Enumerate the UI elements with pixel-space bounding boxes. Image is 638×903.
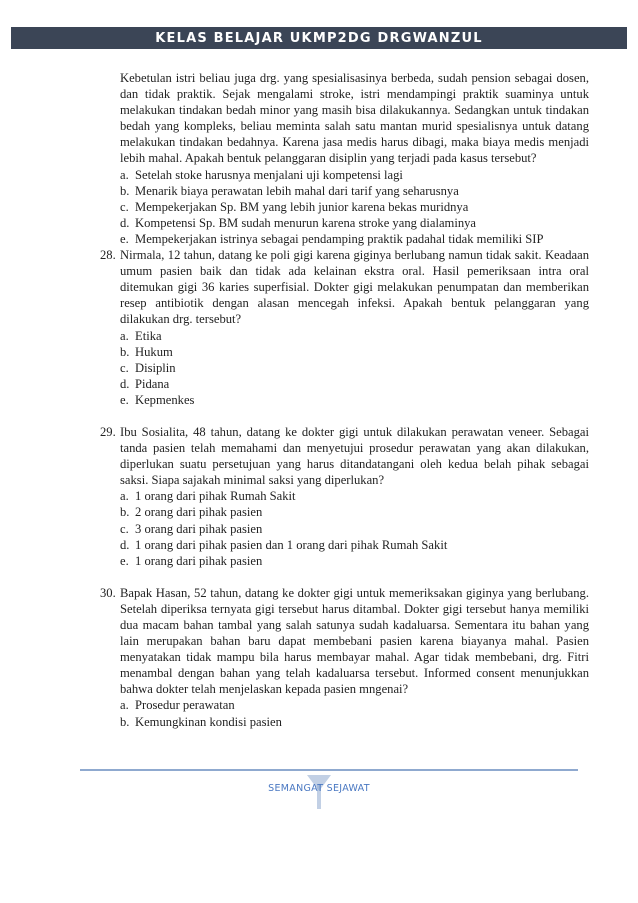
option-letter: e. bbox=[120, 392, 129, 407]
intro-options bbox=[120, 167, 589, 247]
question-28 bbox=[100, 247, 589, 327]
header-title: KELAS BELAJAR UKMP2DG DRGWANZUL bbox=[155, 30, 483, 46]
question-text: Bapak Hasan, 52 tahun, datang ke dokter gigi untuk memeriksakan giginya yang berlubang. Setelah diperiksa ternyata gigi tersebut harus ditambal. Dokter gigi tersebut hanya memiliki dua macam bahan tambal yang salah satunya sudah kadaluarsa. Sementara itu bahan yang lain merupakan bahan baru dapat membebani pasien karena biayanya mahal. Pasien menyatakan tidak mampu bila harus membayar mahal. Agar tidak membebani, drg. Fitri menambal dengan bahan yang telah kadaluarsa tersebut. Informed consent menunjukkan bahwa dokter telah menjelaskan kepada pasien mngenai? bbox=[120, 585, 589, 697]
footer-text: SEMANGAT SEJAWAT bbox=[268, 783, 370, 794]
option-text: Mempekerjakan istrinya sebagai pendamping praktik padahal tidak memiliki SIP bbox=[135, 231, 544, 246]
question-30 bbox=[100, 585, 589, 698]
option-item bbox=[120, 376, 589, 392]
header-bar bbox=[11, 27, 627, 49]
option-letter: b. bbox=[120, 183, 130, 198]
option-text: Kepmenkes bbox=[135, 392, 195, 407]
option-letter: d. bbox=[120, 215, 130, 230]
option-item bbox=[120, 521, 589, 537]
option-item bbox=[120, 360, 589, 376]
option-item bbox=[120, 183, 589, 199]
spacer bbox=[100, 408, 589, 424]
option-text: Mempekerjakan Sp. BM yang lebih junior karena bekas muridnya bbox=[135, 199, 469, 214]
question-number: 30. bbox=[100, 585, 116, 600]
option-item bbox=[120, 714, 589, 730]
question-number: 28. bbox=[100, 248, 116, 263]
option-text: Disiplin bbox=[135, 360, 176, 375]
question-number: 29. bbox=[100, 424, 116, 439]
option-item bbox=[120, 344, 589, 360]
option-text: Etika bbox=[135, 328, 162, 343]
option-text: Kompetensi Sp. BM sudah menurun karena stroke yang dialaminya bbox=[135, 215, 477, 230]
question-text: Nirmala, 12 tahun, datang ke poli gigi karena giginya berlubang namun tidak sakit. Keadaan umum pasien baik dan tidak ada kelainan ekstra oral. Hasil pemeriksaan intra oral ditemukan gigi 36 karies superfisial. Dokter gigi melakukan penumpatan dan memberikan resep antibiotik dengan alasan mencegah infeksi. Apakah bentuk pelanggaran yang dilakukan drg. tersebut? bbox=[120, 248, 589, 327]
option-letter: b. bbox=[120, 344, 130, 359]
question-30-options bbox=[120, 697, 589, 729]
option-letter: c. bbox=[120, 521, 129, 536]
option-letter: e. bbox=[120, 553, 129, 568]
option-item bbox=[120, 392, 589, 408]
option-item bbox=[120, 697, 589, 713]
option-text: 3 orang dari pihak pasien bbox=[135, 521, 263, 536]
option-text: Pidana bbox=[135, 376, 170, 391]
option-letter: c. bbox=[120, 199, 129, 214]
option-item bbox=[120, 504, 589, 520]
option-text: Menarik biaya perawatan lebih mahal dari tarif yang seharusnya bbox=[135, 183, 459, 198]
question-28-options bbox=[120, 328, 589, 408]
option-text: Hukum bbox=[135, 344, 173, 359]
option-letter: e. bbox=[120, 231, 129, 246]
option-text: 1 orang dari pihak pasien bbox=[135, 553, 263, 568]
question-29-options bbox=[120, 488, 589, 568]
option-letter: a. bbox=[120, 698, 129, 713]
option-item bbox=[120, 553, 589, 569]
spacer bbox=[100, 569, 589, 585]
option-item bbox=[120, 537, 589, 553]
option-letter: d. bbox=[120, 376, 130, 391]
intro-text: Kebetulan istri beliau juga drg. yang spesialisasinya berbeda, sudah pension sebagai dosen, dan tidak praktik. Sejak mengalami stroke, istri mendampingi praktik suaminya untuk melakukan tindakan bedah minor yang masih bisa dilakukannya. Sedangkan untuk tindakan bedah yang kompleks, beliau meminta salah satu mantan murid spesialisnya untuk datang melakukan tindakan bedahnya. Karena jasa medis harus dibagi, maka biaya medis menjadi lebih mahal. Apakah bentuk pelanggaran disiplin yang terjadi pada kasus tersebut? bbox=[120, 71, 589, 166]
option-letter: a. bbox=[120, 167, 129, 182]
option-item bbox=[120, 199, 589, 215]
option-item bbox=[120, 328, 589, 344]
option-letter: a. bbox=[120, 489, 129, 504]
option-text: Setelah stoke harusnya menjalani uji kompetensi lagi bbox=[135, 167, 403, 182]
option-item bbox=[120, 167, 589, 183]
option-text: 1 orang dari pihak pasien dan 1 orang dari pihak Rumah Sakit bbox=[135, 537, 448, 552]
question-29 bbox=[100, 424, 589, 488]
option-letter: b. bbox=[120, 714, 130, 729]
question-text: Ibu Sosialita, 48 tahun, datang ke dokter gigi untuk dilakukan perawatan veneer. Sebagai tanda pasien telah memahami dan menyetujui prosedur perawatan yang akan dilakukan, diperlukan suatu persetujuan yang harus ditandatangani oleh kedua belah pihak sebagai saksi. Siapa sajakah minimal saksi yang diperlukan? bbox=[120, 424, 589, 488]
page-content bbox=[100, 70, 589, 730]
option-item bbox=[120, 215, 589, 231]
option-text: Prosedur perawatan bbox=[135, 698, 235, 713]
option-text: 1 orang dari pihak Rumah Sakit bbox=[135, 489, 296, 504]
option-item bbox=[120, 231, 589, 247]
option-text: 2 orang dari pihak pasien bbox=[135, 505, 263, 520]
option-item bbox=[120, 488, 589, 504]
option-letter: d. bbox=[120, 537, 130, 552]
option-text: Kemungkinan kondisi pasien bbox=[135, 714, 282, 729]
option-letter: c. bbox=[120, 360, 129, 375]
option-letter: b. bbox=[120, 505, 130, 520]
option-letter: a. bbox=[120, 328, 129, 343]
